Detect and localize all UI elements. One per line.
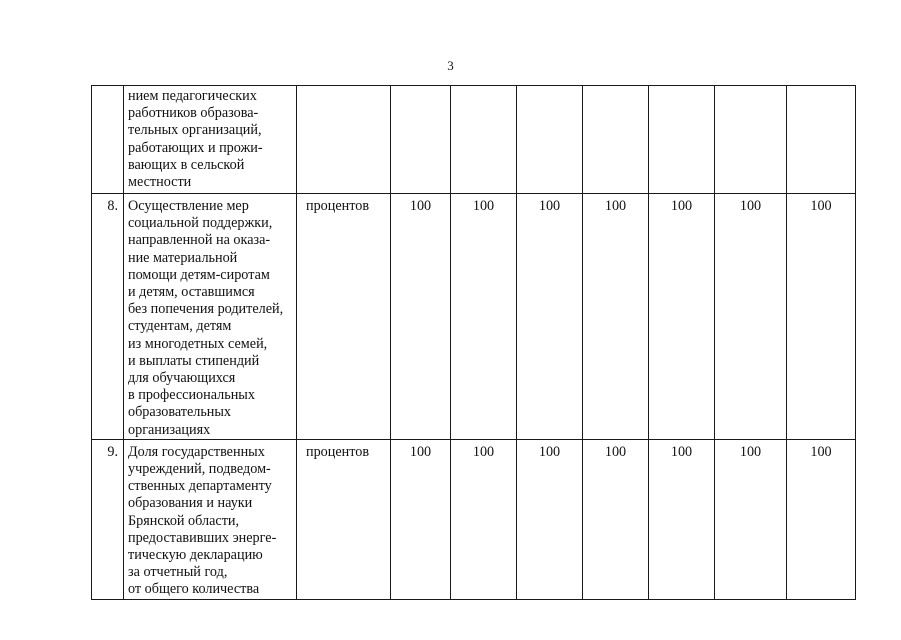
- row-value: 100: [649, 194, 715, 440]
- description-line: работающих и прожи-: [128, 139, 263, 156]
- row-description: [124, 86, 297, 194]
- row-value: 100: [391, 194, 451, 440]
- description-line: для обучающихся: [128, 370, 236, 387]
- row-value: 100: [715, 439, 787, 599]
- row-value: 100: [649, 439, 715, 599]
- description-line: в профессиональных: [128, 387, 255, 404]
- row-value: 100: [715, 194, 787, 440]
- description-line: студентам, детям: [128, 318, 232, 335]
- description-line: предоставивших энерге-: [128, 529, 277, 546]
- description-line: и детям, оставшимся: [128, 284, 255, 301]
- description-line: Брянской области,: [128, 512, 240, 529]
- description-line: ние материальной: [128, 249, 238, 266]
- row-unit: процентов: [297, 439, 391, 599]
- description-line: без попечения родителей,: [128, 301, 284, 318]
- row-value: 100: [787, 194, 856, 440]
- description-line: учреждений, подведом-: [128, 461, 271, 478]
- row-value: 100: [583, 439, 649, 599]
- description-line: помощи детям-сиротам: [128, 266, 270, 283]
- description-line: образования и науки: [128, 495, 253, 512]
- page-number: 3: [447, 58, 454, 73]
- row-value: 100: [787, 439, 856, 599]
- row-value: 100: [391, 439, 451, 599]
- description-line: социальной поддержки,: [128, 215, 273, 232]
- row-value: [517, 86, 583, 194]
- description-line: вающих в сельской: [128, 156, 245, 173]
- row-value: [451, 86, 517, 194]
- table-row: [92, 86, 856, 194]
- description-line: Доля государственных: [128, 443, 265, 460]
- row-value: 100: [517, 439, 583, 599]
- row-description: [124, 194, 297, 440]
- row-value: 100: [451, 194, 517, 440]
- row-value: 100: [583, 194, 649, 440]
- row-number: 8.: [92, 194, 124, 440]
- row-value: [787, 86, 856, 194]
- row-value: 100: [451, 439, 517, 599]
- description-line: тельных организаций,: [128, 122, 262, 139]
- row-value: 100: [517, 194, 583, 440]
- row-unit: процентов: [297, 194, 391, 440]
- indicator-table: [91, 85, 856, 600]
- description-line: ственных департаменту: [128, 478, 272, 495]
- table-row: [92, 194, 856, 440]
- description-line: организациях: [128, 421, 211, 438]
- description-line: работников образова-: [128, 105, 259, 122]
- row-number: [92, 86, 124, 194]
- row-value: [391, 86, 451, 194]
- table-row: [92, 439, 856, 599]
- description-line: местности: [128, 174, 192, 191]
- description-line: нием педагогических: [128, 88, 257, 104]
- description-line: образовательных: [128, 404, 232, 421]
- description-line: тическую декларацию: [128, 547, 263, 564]
- description-line: за отчетный год,: [128, 564, 228, 581]
- row-number: 9.: [92, 439, 124, 599]
- row-unit: [297, 86, 391, 194]
- description-line: направленной на оказа-: [128, 232, 271, 249]
- row-value: [583, 86, 649, 194]
- description-line: из многодетных семей,: [128, 335, 268, 352]
- row-value: [649, 86, 715, 194]
- description-line: Осуществление мер: [128, 198, 249, 214]
- description-line: от общего количества: [128, 581, 260, 598]
- row-description: [124, 439, 297, 599]
- description-line: и выплаты стипендий: [128, 352, 260, 369]
- row-value: [715, 86, 787, 194]
